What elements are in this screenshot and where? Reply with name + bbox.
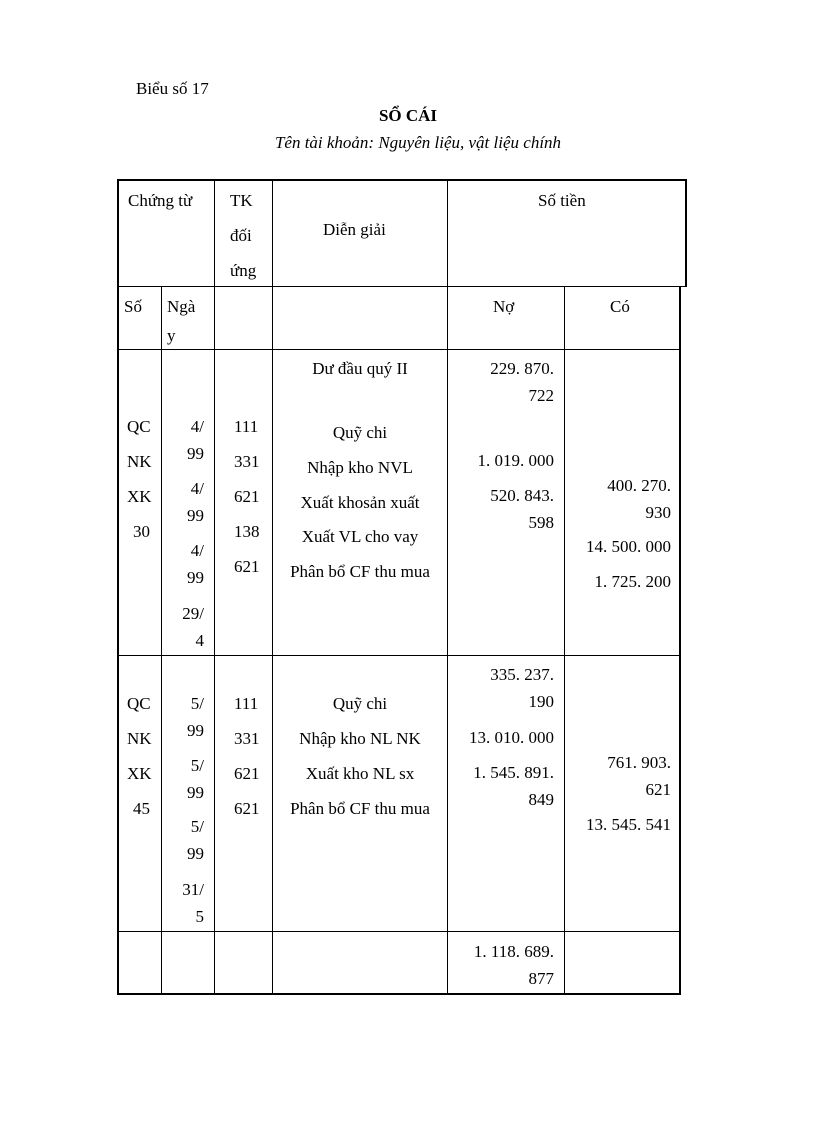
col-line-diengiai (447, 179, 448, 995)
q-desc-1: Quỹ chi (332, 423, 388, 442)
q-no-3: 598 (528, 513, 554, 532)
q-co-3: 14. 500. 000 (586, 537, 671, 556)
table-border-right-top (685, 179, 687, 287)
m-no-1: 13. 010. 000 (469, 728, 554, 747)
col-line-no (564, 286, 565, 995)
header-no: Nợ (493, 297, 515, 316)
m-ngay-3: 5/ (190, 756, 204, 775)
may-balance-no-line1: 335. 237. (490, 665, 554, 684)
q-ngay-5: 4/ (190, 541, 204, 560)
m-so-4: 45 (133, 799, 150, 818)
q-ngay-7: 29/ (182, 604, 204, 623)
m-tk-4: 621 (234, 799, 260, 818)
m-so-2: NK (127, 729, 152, 748)
header-dien-giai: Diễn giải (323, 220, 386, 239)
m-tk-2: 331 (234, 729, 260, 748)
opening-no-line2: 722 (528, 386, 554, 405)
header-divider-mid (117, 286, 687, 287)
m-ngay-8: 5 (195, 907, 204, 926)
m-tk-1: 111 (234, 694, 259, 713)
closing-no-line2: 877 (528, 969, 554, 988)
q-ngay-1: 4/ (190, 417, 204, 436)
m-co-1: 761. 903. (607, 753, 671, 772)
q-tk-3: 621 (234, 487, 260, 506)
q-ngay-2: 99 (187, 444, 204, 463)
header-co: Có (610, 297, 630, 316)
account-subtitle: Tên tài khoản: Nguyên liệu, vật liệu chính (274, 133, 562, 152)
table-border-bottom (117, 993, 681, 995)
m-co-3: 13. 545. 541 (586, 815, 671, 834)
q-desc-3: Xuất khosản xuất (300, 493, 420, 512)
m-ngay-5: 5/ (190, 817, 204, 836)
q-desc-4: Xuất VL cho vay (301, 527, 419, 546)
m-ngay-1: 5/ (190, 694, 204, 713)
opening-no-line1: 229. 870. (490, 359, 554, 378)
q-ngay-3: 4/ (190, 479, 204, 498)
header-tk-line2: đối (230, 226, 252, 245)
q-co-4: 1. 725. 200 (594, 572, 671, 591)
q-tk-1: 111 (234, 417, 259, 436)
closing-no-line1: 1. 118. 689. (473, 942, 554, 961)
q-so-3: XK (127, 487, 152, 506)
m-ngay-4: 99 (187, 783, 204, 802)
m-no-2: 1. 545. 891. (473, 763, 554, 782)
q-tk-2: 331 (234, 452, 260, 471)
header-tk-line3: ứng (230, 261, 257, 280)
q-no-2: 520. 843. (490, 486, 554, 505)
m-ngay-7: 31/ (182, 880, 204, 899)
q-tk-5: 621 (234, 557, 260, 576)
q-so-4: 30 (133, 522, 150, 541)
table-border-top (117, 179, 687, 181)
q-so-2: NK (127, 452, 152, 471)
header-tk-line1: TK (230, 191, 253, 210)
table-border-left (117, 179, 119, 995)
document-label: Biểu số 17 (136, 79, 209, 98)
q-co-1: 400. 270. (607, 476, 671, 495)
m-desc-2: Nhập kho NL NK (299, 729, 421, 748)
m-no-3: 849 (528, 790, 554, 809)
m-ngay-2: 99 (187, 721, 204, 740)
header-chung-tu: Chứng từ (128, 191, 193, 210)
q-no-1: 1. 019. 000 (477, 451, 554, 470)
header-so: Số (124, 297, 142, 316)
q-desc-5: Phân bổ CF thu mua (290, 562, 430, 581)
may-balance-no-line2: 190 (528, 692, 554, 711)
page-title: SỔ CÁI (378, 106, 438, 125)
header-ngay-line2: y (167, 326, 176, 345)
col-line-ngay (214, 179, 215, 995)
m-so-1: QC (127, 694, 151, 713)
q-desc-2: Nhập kho NVL (307, 458, 413, 477)
m-ngay-6: 99 (187, 844, 204, 863)
header-so-tien: Số tiền (538, 191, 586, 210)
q-ngay-8: 4 (195, 631, 204, 650)
m-desc-1: Quỹ chi (332, 694, 388, 713)
q-co-2: 930 (645, 503, 671, 522)
m-so-3: XK (127, 764, 152, 783)
q-tk-4: 138 (234, 522, 260, 541)
header-divider-bottom (117, 349, 681, 350)
opening-description: Dư đầu quý II (312, 359, 408, 378)
m-co-2: 621 (645, 780, 671, 799)
m-desc-3: Xuất kho NL sx (305, 764, 415, 783)
m-desc-4: Phân bổ CF thu mua (290, 799, 430, 818)
q-ngay-4: 99 (187, 506, 204, 525)
header-ngay-line1: Ngà (167, 297, 196, 316)
q-ngay-6: 99 (187, 568, 204, 587)
q-so-1: QC (127, 417, 151, 436)
m-tk-3: 621 (234, 764, 260, 783)
table-border-right (679, 286, 681, 995)
